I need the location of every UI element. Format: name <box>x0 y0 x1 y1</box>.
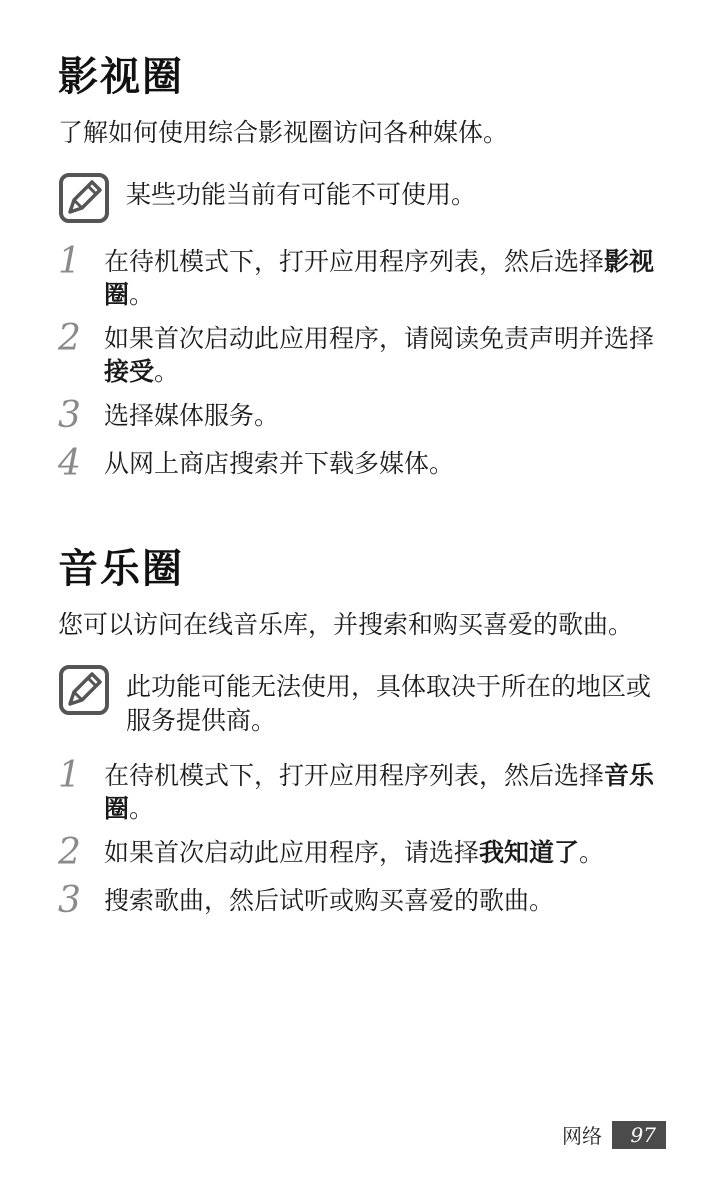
step-item <box>58 756 670 825</box>
step-text-bold: 我知道了 <box>479 838 580 867</box>
step-text-plain: 如果首次启动此应用程序，请选择 <box>104 838 480 867</box>
step-text-bold: 音乐圈 <box>104 761 655 823</box>
step-text-plain: 如果首次启动此应用程序，请阅读免责声明并选择 <box>104 324 655 353</box>
step-list <box>58 756 670 921</box>
step-number: 2 <box>58 832 81 873</box>
step-text <box>104 242 670 311</box>
step-text-plain: 选择媒体服务。 <box>104 401 280 430</box>
step-text-plain: 在待机模式下，打开应用程序列表，然后选择 <box>104 247 605 276</box>
step-number: 1 <box>58 241 81 282</box>
page-number: 97 <box>612 1121 666 1149</box>
step-text <box>104 319 670 388</box>
step-number: 4 <box>58 443 81 484</box>
document-page <box>58 48 670 921</box>
step-text-bold: 影视圈 <box>104 247 655 309</box>
note-box <box>58 172 670 224</box>
note-text: 某些功能当前有可能不可使用。 <box>126 180 477 209</box>
step-item <box>58 319 670 388</box>
step-item <box>58 242 670 311</box>
step-text <box>104 444 454 480</box>
step-item <box>58 396 670 436</box>
note-pencil-icon <box>58 172 110 224</box>
step-text <box>104 833 604 869</box>
chapter-label: 网络 <box>562 1124 602 1148</box>
step-text-after: 。 <box>154 357 180 386</box>
step-text <box>104 756 670 825</box>
step-text-plain: 从网上商店搜索并下载多媒体。 <box>104 449 455 478</box>
step-text-after: 。 <box>129 794 155 823</box>
section-intro: 您可以访问在线音乐库，并搜索和购买喜爱的歌曲。 <box>58 610 634 639</box>
step-text <box>104 881 554 917</box>
step-text-after: 。 <box>579 838 605 867</box>
section-intro: 了解如何使用综合影视圈访问各种媒体。 <box>58 118 509 147</box>
step-text-plain: 在待机模式下，打开应用程序列表，然后选择 <box>104 761 605 790</box>
step-text-bold: 接受 <box>104 357 155 386</box>
step-item <box>58 444 670 484</box>
section-title: 音乐圈 <box>58 546 184 592</box>
note-text: 此功能可能无法使用，具体取决于所在的地区或服务提供商。 <box>126 672 652 735</box>
section-title: 影视圈 <box>58 54 184 100</box>
step-number: 3 <box>58 880 81 921</box>
step-number: 3 <box>58 395 81 436</box>
step-number: 2 <box>58 318 81 359</box>
section-video-hub <box>58 48 670 484</box>
step-number: 1 <box>58 755 81 796</box>
step-item <box>58 833 670 873</box>
step-text-plain: 搜索歌曲，然后试听或购买喜爱的歌曲。 <box>104 886 555 915</box>
step-list <box>58 242 670 484</box>
section-music-hub <box>58 540 670 921</box>
page-footer <box>562 1120 666 1149</box>
step-text <box>104 396 279 432</box>
note-box <box>58 664 670 738</box>
note-pencil-icon <box>58 664 110 716</box>
step-text-after: 。 <box>129 280 155 309</box>
step-item <box>58 881 670 921</box>
